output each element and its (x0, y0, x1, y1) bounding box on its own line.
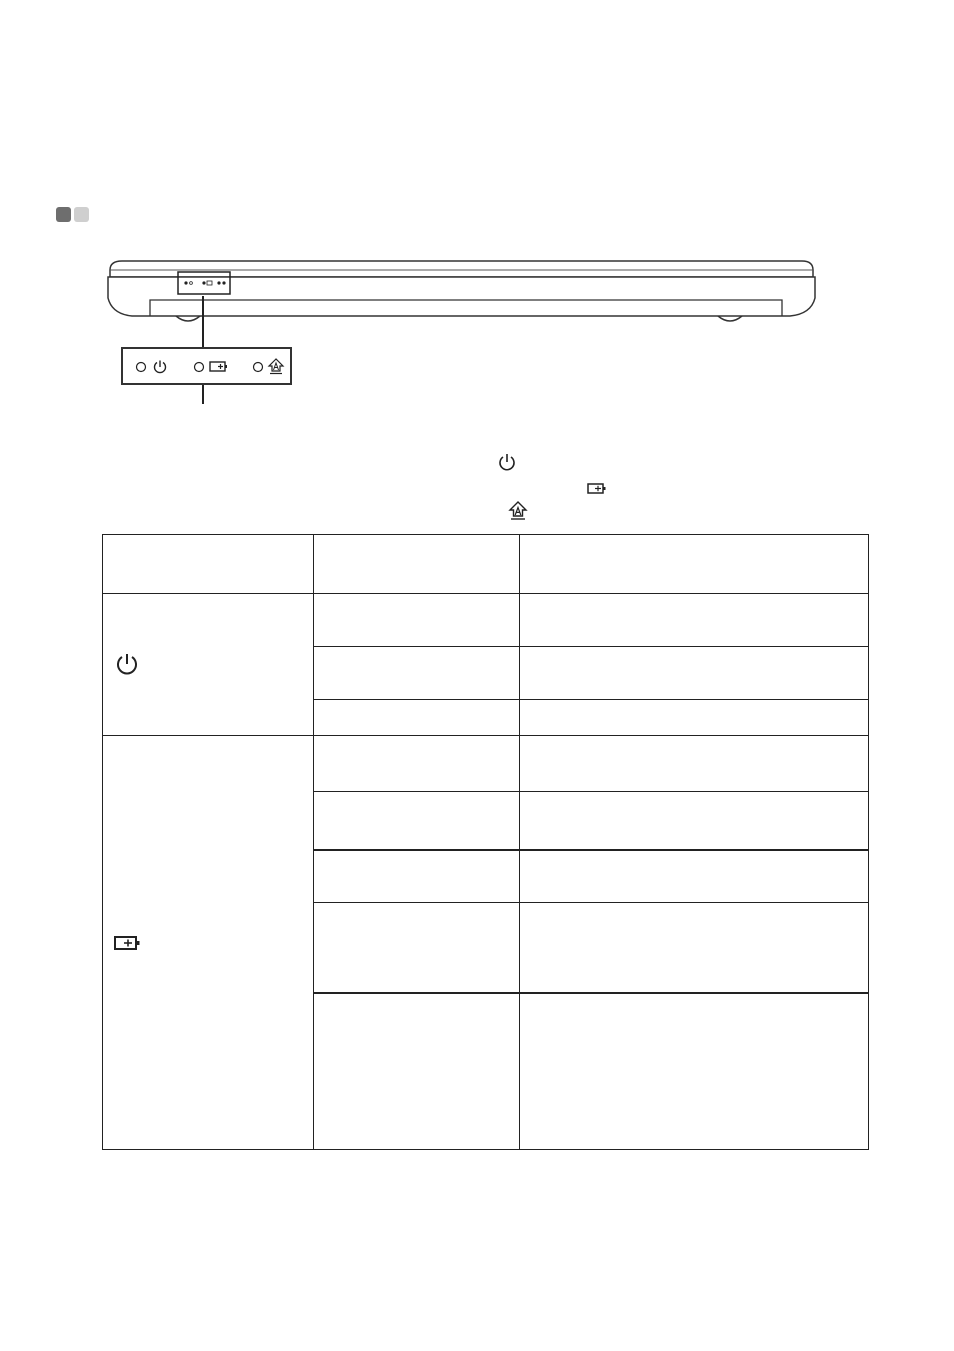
header-indicator (103, 535, 314, 594)
section-marker (56, 207, 89, 222)
table-row (103, 736, 869, 792)
battery-icon (113, 933, 143, 953)
battery-indicator-cell (103, 736, 314, 1150)
section-marker-dark-square (56, 207, 71, 222)
power-icon (496, 452, 518, 474)
table-row (103, 594, 869, 647)
meaning-cell (520, 736, 869, 792)
indicator-callout-box (121, 347, 292, 385)
battery-led-dot (195, 363, 204, 372)
power-icon (155, 361, 166, 373)
table-header-row (103, 535, 869, 594)
callout-indicators (123, 349, 290, 383)
power-led-dot (137, 363, 146, 372)
laptop-front-view-illustration (106, 258, 818, 328)
power-indicator-cell (103, 594, 314, 736)
status-cell (314, 903, 520, 993)
status-cell (314, 792, 520, 850)
meaning-cell (520, 792, 869, 850)
status-cell (314, 594, 520, 647)
caps-lock-led-dot (254, 363, 263, 372)
caps-lock-icon (507, 500, 529, 522)
caps-lock-icon (269, 359, 283, 374)
meaning-cell (520, 700, 869, 736)
meaning-cell (520, 903, 869, 993)
header-status (314, 535, 520, 594)
section-marker-light-square (74, 207, 89, 222)
header-meaning (520, 535, 869, 594)
status-cell (314, 647, 520, 700)
battery-icon (586, 478, 608, 500)
meaning-cell (520, 993, 869, 1150)
status-cell (314, 700, 520, 736)
meaning-cell (520, 594, 869, 647)
status-cell (314, 850, 520, 903)
indicator-status-table (102, 534, 869, 1150)
meaning-cell (520, 850, 869, 903)
battery-icon (210, 362, 227, 371)
status-cell (314, 736, 520, 792)
status-cell (314, 993, 520, 1150)
power-icon (113, 651, 141, 679)
meaning-cell (520, 647, 869, 700)
